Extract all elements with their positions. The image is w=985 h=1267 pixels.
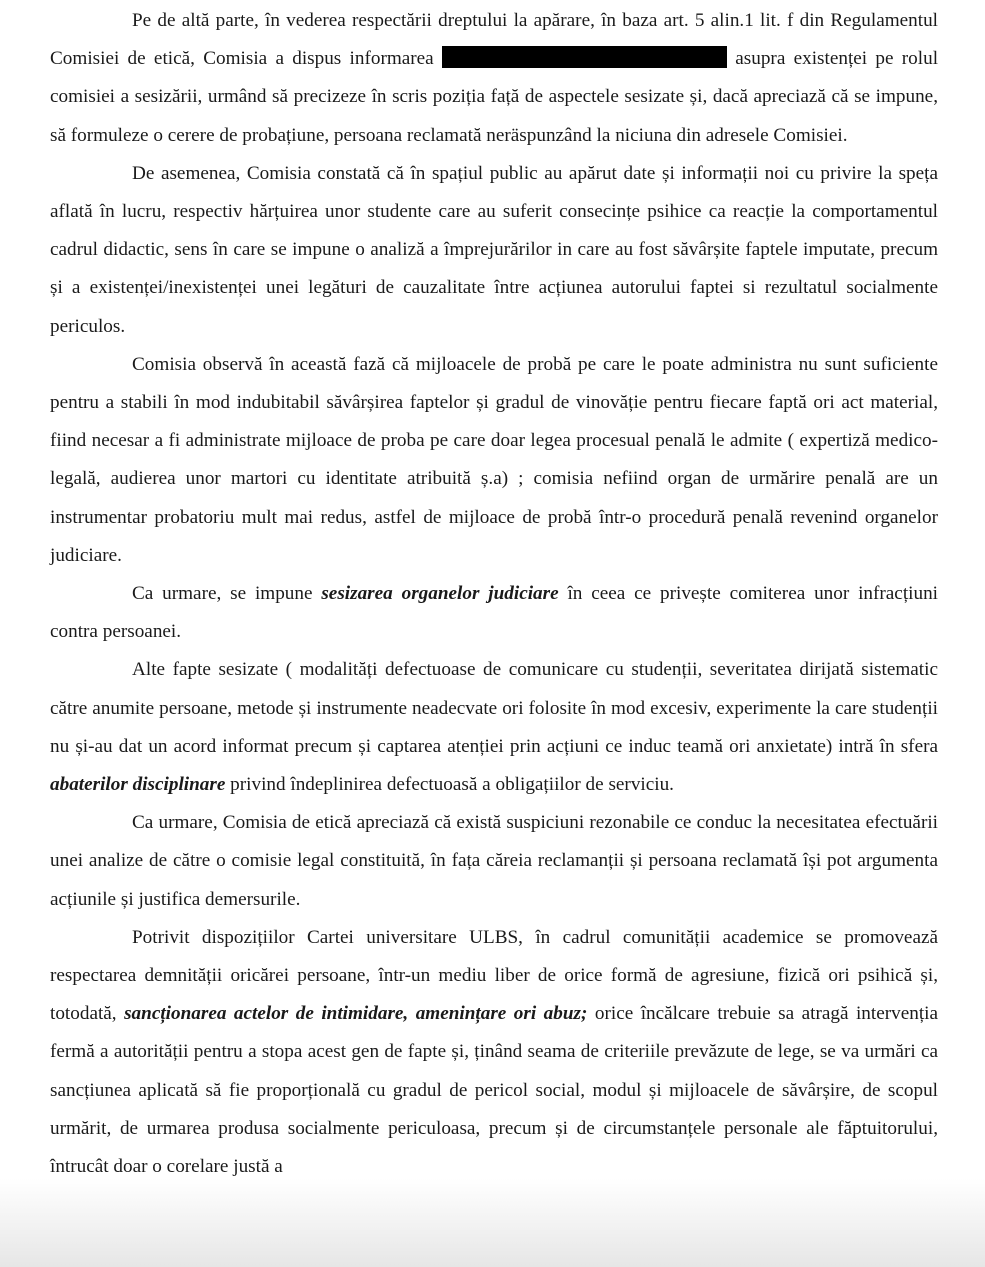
paragraph-aparare (50, 2, 938, 155)
paragraph-text: în ceea ce privește comiterea unor infracțiuni contra persoanei. (50, 583, 938, 643)
document-body (50, 2, 938, 1186)
emphasis-text: sesizarea organelor judiciare (321, 583, 559, 605)
paragraph-carta (50, 919, 938, 1186)
paragraph-mijloace-proba: Comisia observă în această fază că mijloacele de probă pe care le poate administra nu sunt suficiente pentru a stabili în mod indubitabil săvârșirea faptelor și gradul de vinovăție pentru fiecare faptă ori act material, fiind necesar a fi administrate mijloace de proba pe care doar legea procesual penală le admite ( expertiză medico-legală, audierea unor martori cu identitate atribuită ș.a) ; comisia nefiind organ de urmărire penală are un instrumentar probatoriu mult mai redus, astfel de mijloace de probă într-o procedură penală revenind organelor judiciare. (50, 353, 938, 566)
paragraph-text: asupra existenței pe rolul comisiei a sesizării, urmând să precizeze în scris poziția față de aspectele sesizate și, dacă apreciază că se impune, să formuleze o cerere de probațiune, persoana reclamată neräspunzând la niciuna din adresele Comisiei. (50, 48, 939, 146)
emphasis-text: abaterilor disciplinare (50, 774, 226, 796)
paragraph-text: privind îndeplinirea defectuoasă a obligațiilor de serviciu. (230, 774, 674, 796)
paragraph-text: Pe de altă parte, în vederea respectării dreptului la apărare, în baza art. 5 alin.1 lit. f din Regulamentul Comisiei de etică, Comisia a dispus informarea (50, 10, 938, 70)
paragraph-text: orice încălcare trebuie sa atragă intervenția fermă a autorității pentru a stopa acest gen de fapte și, ținând seama de criteriile prevăzute de lege, se va urmări ca sancțiunea aplicată să fie proporțională cu gradul de pericol social, modul și mijloacele de săvârșire, de scopul urmărit, de urmarea produsa socialmente periculoasa, precum și de circumstanțele personale ale făptuitorului, întrucât doar o corelare justă a (50, 1003, 939, 1178)
paragraph-text: Potrivit dispozițiilor Cartei universitare ULBS, în cadrul comunității academice se promovează respectarea demnității oricărei persoane, într-un mediu liber de orice formă de agresiune, fizică ori psihică și, totodată, (50, 926, 938, 1025)
paragraph-alte-fapte (50, 651, 938, 804)
emphasis-text: sancționarea actelor de intimidare, amenințare ori abuz; (124, 1003, 588, 1025)
paragraph-text: Alte fapte sesizate ( modalități defectuoase de comunicare cu studenții, severitatea dirijată sistematic către anumite persoane, metode și instrumente neadecvate ori folosite în mod excesiv, experimente la care studenții nu și-au dat un acord informat precum și captarea atenției prin acțiuni ce induc teamă ori anxietate) intră în sfera (50, 659, 938, 757)
paragraph-sesizare (50, 575, 938, 651)
paragraph-suspiciuni: Ca urmare, Comisia de etică apreciază că există suspiciuni rezonabile ce conduc la necesitatea efectuării unei analize de către o comisie legal constituită, în fața căreia reclamanții și persoana reclamată își pot argumenta acțiunile și justifica demersurile. (50, 812, 938, 910)
paragraph-spatiu-public: De asemenea, Comisia constată că în spațiul public au apărut date și informații noi cu privire la speța aflată în lucru, respectiv hărțuirea unor studente care au suferit consecințe psihice ca reacție la comportamentul cadrul didactic, sens în care se impune o analiză a împrejurărilor in care au fost săvârșite faptele imputate, precum și a existenței/inexistenței unei legături de cauzalitate între acțiunea autorului faptei si rezultatul socialmente periculos. (50, 162, 938, 337)
redacted-name (442, 46, 727, 68)
paragraph-text: Ca urmare, se impune (132, 583, 313, 605)
